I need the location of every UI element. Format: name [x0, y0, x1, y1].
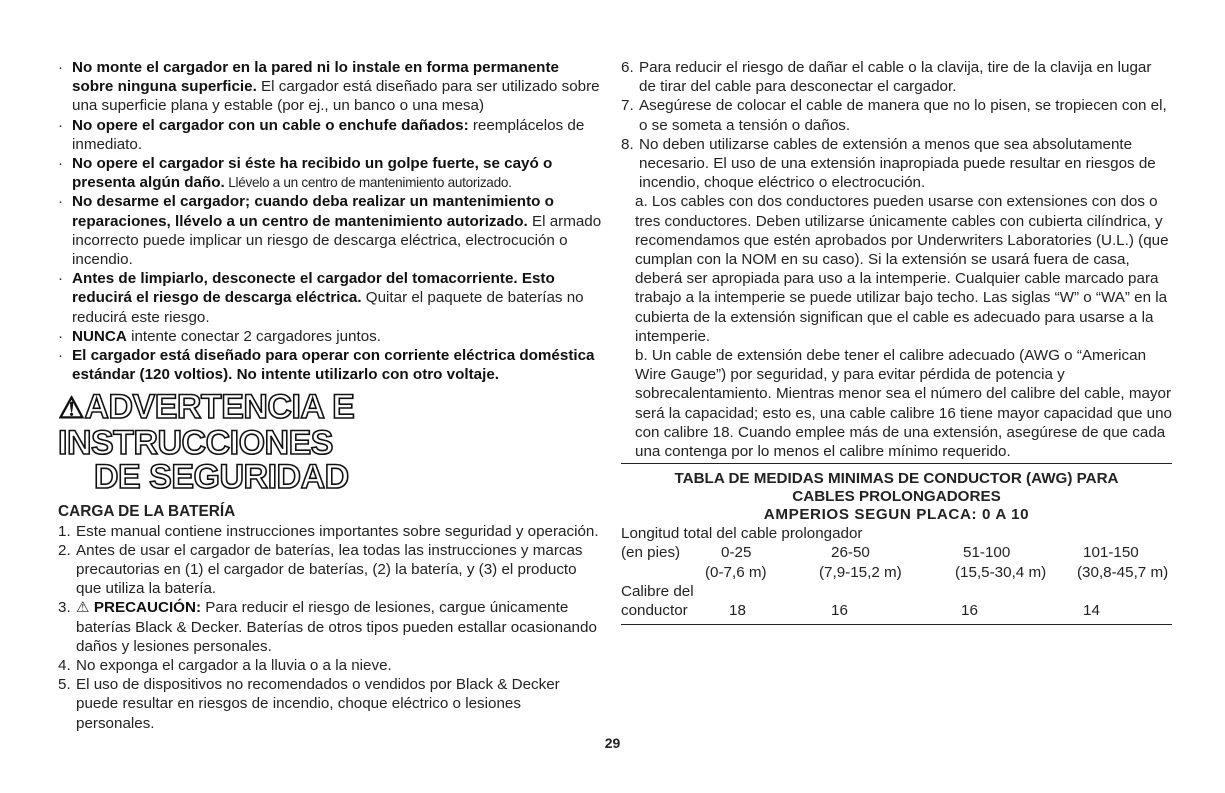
table-title-line2: CABLES PROLONGADORES: [792, 488, 1001, 506]
bullet-bold: No opere el cargador si éste ha recibido un golpe fuerte, se cayó o presenta algún daño.: [72, 155, 553, 192]
bullet-item: · No opere el cargador con un cable o enchufe dañados: reemplácelos de inmediato.: [58, 116, 585, 153]
warning-heading-line2: DE SEGURIDAD: [94, 458, 349, 497]
caution-icon: ⚠: [76, 599, 90, 617]
left-column: [58, 58, 603, 733]
table-cell: 0-25: [721, 544, 752, 562]
table-row: [621, 543, 1172, 562]
table-rule: [621, 624, 1172, 625]
warning-heading: [58, 388, 603, 497]
table-cell: 14: [1083, 602, 1100, 620]
list-item: 6. Para reducir el riesgo de dañar el cable o la clavija, tire de la clavija en lugar de tirar del cable para desconectar el cargador.: [621, 59, 1152, 96]
page-number: 29: [604, 735, 621, 751]
bullet-text: Quitar el paquete de baterías no reducirá este riesgo.: [72, 289, 584, 326]
table-cell: 16: [831, 602, 848, 620]
bullet-bold: El cargador está diseñado para operar con corriente eléctrica doméstica estándar (120 voltios). No intente utilizarlo con otro voltaje.: [72, 347, 595, 384]
bullet-text: Llévelo a un centro de mantenimiento autorizado.: [224, 175, 512, 191]
bullet-item: · El cargador está diseñado para operar con corriente eléctrica doméstica estándar (120 voltios). No intente utilizarlo con otro voltaje.: [58, 347, 595, 384]
section-title: CARGA DE LA BATERÍA: [58, 503, 236, 521]
bullet-item: · No opere el cargador si éste ha recibido un golpe fuerte, se cayó o presenta algún daño. Llévelo a un centro de mantenimiento autorizado.: [58, 155, 553, 192]
table-cell: (en pies): [621, 544, 681, 562]
bullet-item: · NUNCA intente conectar 2 cargadores juntos.: [58, 327, 381, 345]
table-title: [621, 463, 1172, 524]
bullet-bold: No opere el cargador con un cable o enchufe dañados:: [72, 116, 469, 134]
table-cell: conductor: [621, 602, 688, 620]
sub-item-a: a. Los cables con dos conductores pueden usarse con extensiones con dos o tres conductores. Deben utilizarse únicamente cables con cubierta cilíndrica, y recomendamos que estén aprobados por Underwriters Laboratories (U.L.) (que cumplan con la NOM en su caso). Si la extensión se usará fuera de casa, deberá ser apropiada para uso a la intemperie. Cualquier cable marcado para trabajo a la intemperie se puede utilizar bajo techo. Las siglas “W” o “WA” en la cubierta de la extensión significan que el cable es adecuado para usarse a la intemperie.: [635, 193, 1169, 345]
warning-icon: ⚠: [58, 392, 85, 426]
table-row: [621, 601, 1172, 620]
list-item: 2. Antes de usar el cargador de baterías, lea todas las instrucciones y marcas precautorias en (1) el cargador de baterías, (2) la batería, y (3) el producto que utiliza la batería.: [58, 541, 583, 598]
bullet-text: El cargador está diseñado para ser utilizado sobre una superficie plana y estable (por ej., un banco o una mesa): [72, 78, 600, 115]
table-row: [621, 563, 1172, 582]
table-cell: (0-7,6 m): [705, 563, 767, 581]
bullet-item: · Antes de limpiarlo, desconecte el cargador del tomacorriente. Esto reducirá el riesgo de descarga eléctrica. Quitar el paquete de baterías no reducirá este riesgo.: [58, 270, 584, 326]
table-cell: 18: [729, 602, 746, 620]
table-cell: (30,8-45,7 m): [1077, 563, 1169, 581]
table-cell: 16: [961, 602, 978, 620]
list-item: 1. Este manual contiene instrucciones importantes sobre seguridad y operación.: [58, 522, 599, 540]
table-cell: (7,9-15,2 m): [819, 563, 902, 581]
bullet-text: El armado incorrecto puede implicar un riesgo de descarga eléctrica, electrocución o incendio.: [72, 212, 602, 269]
caution-label: PRECAUCIÓN:: [93, 599, 202, 617]
list-item: 3. ⚠ PRECAUCIÓN: Para reducir el riesgo de lesiones, cargue únicamente baterías Black & Decker. Baterías de otros tipos pueden estallar ocasionando daños y lesiones personales.: [58, 599, 597, 655]
bullet-bold: NUNCA: [72, 327, 127, 345]
list-item: 7. Asegúrese de colocar el cable de manera que no lo pisen, se tropiecen con el, o se someta a tensión o daños.: [621, 97, 1167, 134]
bullet-text: intente conectar 2 cargadores juntos.: [126, 327, 381, 345]
table-cell: 26-50: [831, 544, 870, 562]
table-title-line1: TABLA DE MEDIDAS MINIMAS DE CONDUCTOR (AWG) PARA: [674, 470, 1119, 488]
table-title-line3: AMPERIOS SEGUN PLACA: 0 A 10: [763, 506, 1030, 524]
gauge-table: [621, 524, 1172, 625]
table-cell: 51-100: [963, 544, 1011, 562]
bullet-bold: Antes de limpiarlo, desconecte el cargador del tomacorriente. Esto reducirá el riesgo de descarga eléctrica.: [72, 270, 555, 307]
table-cell: 101-150: [1083, 544, 1139, 562]
list-item: 4. No exponga el cargador a la lluvia o a la nieve.: [58, 657, 392, 675]
bullet-bold: No desarme el cargador; cuando deba realizar un mantenimiento o reparaciones, llévelo a un centro de mantenimiento autorizado.: [72, 193, 554, 230]
bullet-text: reemplácelos de inmediato.: [72, 116, 585, 153]
warning-heading-line1: ADVERTENCIA E INSTRUCCIONES: [58, 388, 355, 463]
table-row-label: Longitud total del cable prolongador: [621, 525, 863, 543]
table-row-label: Calibre del: [621, 582, 694, 600]
bullet-bold: No monte el cargador en la pared ni lo instale en forma permanente sobre ninguna superficie.: [72, 59, 559, 96]
list-item: 5. El uso de dispositivos no recomendados o vendidos por Black & Decker puede resultar en riesgos de incendio, choque eléctrico o lesiones personales.: [58, 676, 560, 732]
list-item: 8. No deben utilizarse cables de extensión a menos que sea absolutamente necesario. El uso de una extensión inapropiada puede resultar en riesgos de incendio, choque eléctrico o electrocución.: [621, 135, 1156, 192]
right-column: [621, 58, 1172, 625]
sub-item-b: b. Un cable de extensión debe tener el calibre adecuado (AWG o “American Wire Gauge”) por seguridad, y para evitar pérdida de potencia y sobrecalentamiento. Mientras menor sea el número del calibre del cable, mayor será la capacidad; esto es, una cable calibre 16 tiene mayor capacidad que uno con calibre 18. Cuando emplee más de una extensión, asegúrese de que cada una contenga por lo menos el calibre mínimo requerido.: [635, 347, 1172, 461]
bullet-item: · No desarme el cargador; cuando deba realizar un mantenimiento o reparaciones, llévelo a un centro de mantenimiento autorizado. El armado incorrecto puede implicar un riesgo de descarga eléctrica, electrocución o incendio.: [58, 193, 602, 269]
table-cell: (15,5-30,4 m): [955, 563, 1047, 581]
bullet-item: · No monte el cargador en la pared ni lo instale en forma permanente sobre ninguna superficie. El cargador está diseñado para ser utilizado sobre una superficie plana y estable (por ej., un banco o una mesa): [58, 59, 600, 115]
